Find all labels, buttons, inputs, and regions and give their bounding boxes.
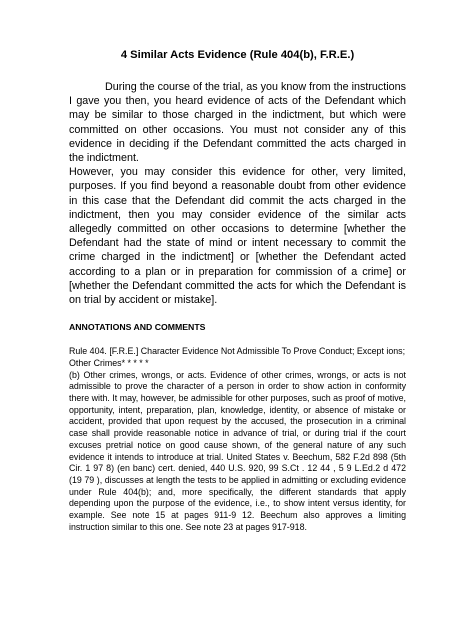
annotations-heading: ANNOTATIONS AND COMMENTS <box>69 322 206 333</box>
rule-404-title: Rule 404. [F.R.E.] Character Evidence Not Admissible To Prove Conduct; Except ions; Other Crimes* * * * * <box>69 346 406 368</box>
instruction-paragraph-1: During the course of the trial, as you know from the instructions I gave you then, you heard evidence of acts of the Defendant which may be similar to those charged in the indictment, but which were committed on other occasions. You must not consider any of this evidence in deciding if the Defendant committed the acts charged in the indictment. <box>69 81 406 165</box>
rule-404-body: (b) Other crimes, wrongs, or acts. Evidence of other crimes, wrongs, or acts is not admissible to prove the character of a person in order to show action in conformity there with. It may, however, be admissible for other purposes, such as proof of motive, opportunity, intent, preparation, plan, knowledge, identity, or absence of mistake or accident, provided that upon request by the accused, the prosecution in a criminal case shall provide reasonable notice in advance of trial, or during trial if the court excuses pretrial notice on good cause shown, of the general nature of any such evidence it intends to introduce at trial. United States v. Beechum, 582 F.2d 898 (5th Cir. 1 97 8) (en banc) cert. denied, 440 U.S. 920, 99 S.Ct . 12 44 , 5 9 L.Ed.2 d 472 (19 79 ), discusses at length the tests to be applied in admitting or excluding evidence under Rule 404(b); and, more specifically, the different standards that apply depending upon the purpose of the evidence, i.e., to show intent versus identity, for example. See note 15 at pages 911-9 12. Beechum also approves a limiting instruction similar to this one. See note 23 at pages 917-918. <box>69 369 406 532</box>
document-page <box>69 48 406 534</box>
page-title: 4 Similar Acts Evidence (Rule 404(b), F.R.E.) <box>120 49 355 61</box>
instruction-paragraph-2: However, you may consider this evidence for other, very limited, purposes. If you find beyond a reasonable doubt from other evidence in this case that the Defendant did commit the acts charged in the indictment, then you may consider evidence of the similar acts allegedly committed on other occasions to determine [whether the Defendant had the state of mind or intent necessary to commit the crime charged in the indictment] or [whether the Defendant acted according to a plan or in preparation for commission of a crime] or [whether the Defendant committed the acts for which the Defendant is on trial by accident or mistake]. <box>69 166 406 307</box>
